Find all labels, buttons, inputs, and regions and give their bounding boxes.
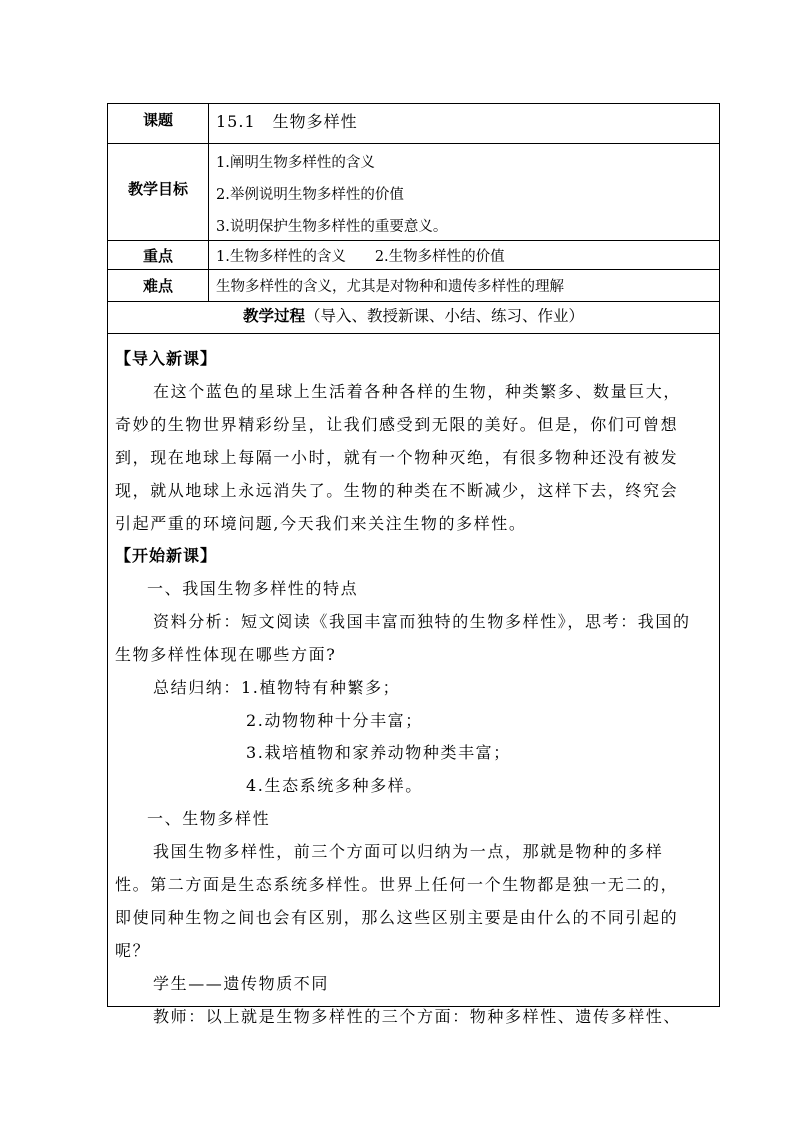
process-note: （导入、教授新课、小结、练习、作业） [305,307,585,325]
section-heading: 【导入新课】 [115,349,218,368]
difficulties-label: 难点 [108,270,209,301]
body-line: 4.生态系统多种多样。 [246,776,423,795]
difficulties-row [108,270,719,302]
process-header-row [108,302,719,334]
topic-row [108,104,719,144]
body-line: 在这个蓝色的星球上生活着各种各样的生物，种类繁多、数量巨大， [153,382,682,401]
body-line: 3.栽培植物和家养动物种类丰富； [246,743,511,762]
body-line: 一、我国生物多样性的特点 [147,579,359,598]
key-points-row [108,241,719,270]
body-line: 引起严重的环境问题,今天我们来关注生物的多样性。 [115,514,527,533]
goal-item: 1.阐明生物多样性的含义 [216,155,375,171]
body-line: 即使同种生物之间也会有区别，那么这些区别主要是由什么的不同引起的 [115,908,679,927]
process-title: 教学过程 [242,307,305,325]
difficulties-value: 生物多样性的含义，尤其是对物种和遗传多样性的理解 [216,279,564,295]
lesson-plan-table [107,103,720,1026]
goal-item: 2.举例说明生物多样性的价值 [216,187,404,203]
lesson-body [108,334,719,1026]
goals-label: 教学目标 [108,144,209,240]
body-line: 总结归纳：1.植物特有种繁多； [153,678,401,697]
key-points-label: 重点 [108,241,209,269]
body-line: 2.动物物种十分丰富； [246,711,423,730]
section-heading: 【开始新课】 [115,546,218,565]
body-line: 学生——遗传物质不同 [153,974,330,993]
topic-value: 15.1 生物多样性 [216,112,358,131]
goal-item: 3.说明保护生物多样性的重要意义。 [216,219,448,235]
goals-row [108,144,719,241]
body-line: 性。第二方面是生态系统多样性。世界上任何一个生物都是独一无二的， [115,875,679,894]
topic-label: 课题 [108,104,209,143]
body-line: 教师：以上就是生物多样性的三个方面：物种多样性、遗传多样性、 [153,1007,682,1026]
body-line: 我国生物多样性，前三个方面可以归纳为一点，那就是物种的多样 [153,842,664,861]
body-line: 到，现在地球上每隔一小时，就有一个物种灭绝，有很多物种还没有被发 [115,448,679,467]
key-points-value: 1.生物多样性的含义 2.生物多样性的价值 [216,249,505,265]
process-header [108,304,719,326]
body-line: 现，就从地球上永远消失了。生物的种类在不断减少，这样下去，终究会 [115,481,679,500]
body-line: 资料分析：短文阅读《我国丰富而独特的生物多样性》，思考：我国的 [153,612,691,631]
body-line: 呢？ [115,941,151,960]
body-line: 生物多样性体现在哪些方面? [115,645,337,664]
body-line: 奇妙的生物世界精彩纷呈，让我们感受到无限的美好。但是，你们可曾想 [115,415,679,434]
body-line: 一、生物多样性 [147,809,271,828]
